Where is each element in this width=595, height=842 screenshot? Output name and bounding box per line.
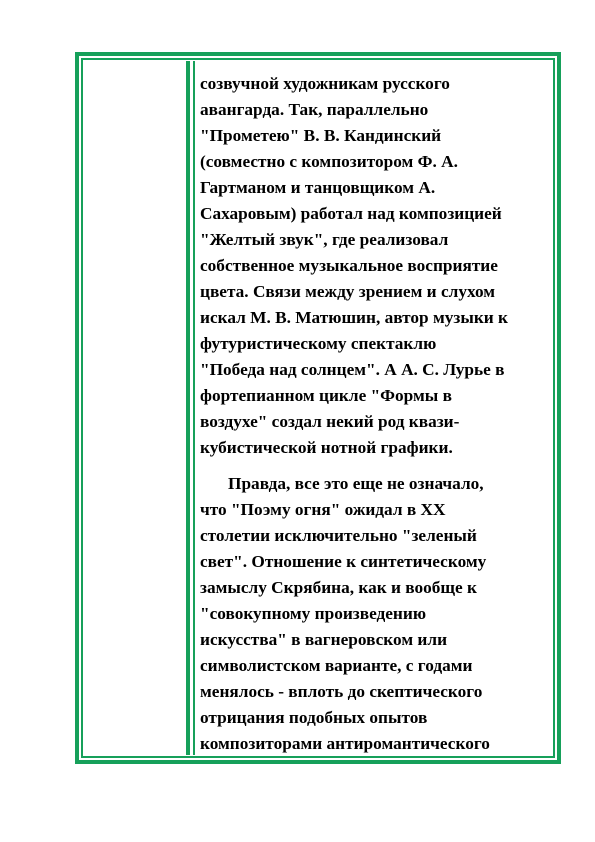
text-line: фортепианном цикле "Формы в (200, 386, 452, 405)
text-line: композиторами антиромантического (200, 734, 490, 753)
text-line: отрицания подобных опытов (200, 708, 428, 727)
text-line: созвучной художникам русского (200, 74, 450, 93)
text-line: символистском варианте, с годами (200, 656, 473, 675)
margin-column (84, 61, 190, 755)
text-line-indented: Правда, все это еще не означало, (228, 474, 484, 493)
text-column (200, 71, 556, 757)
text-line: (совместно с композитором Ф. А. (200, 152, 458, 171)
text-line: авангарда. Так, параллельно (200, 100, 429, 119)
text-line: искусства" в вагнеровском или (200, 630, 448, 649)
text-line: "Желтый звук", где реализовал (200, 230, 449, 249)
text-line: "Победа над солнцем". А А. С. Лурье в (200, 360, 505, 379)
text-line: свет". Отношение к синтетическому (200, 552, 487, 571)
text-line: цвета. Связи между зрением и слухом (200, 282, 496, 301)
text-line: менялось - вплоть до скептического (200, 682, 483, 701)
text-line: искал М. В. Матюшин, автор музыки к (200, 308, 509, 327)
text-line: замыслу Скрябина, как и вообще к (200, 578, 477, 597)
text-line: кубистической нотной графики. (200, 438, 453, 457)
text-line: что "Поэму огня" ожидал в XX (200, 500, 446, 519)
text-line: Гартманом и танцовщиком А. (200, 178, 436, 197)
text-line: воздухе" создал некий род квази- (200, 412, 460, 431)
text-line: "совокупному произведению (200, 604, 427, 623)
paragraph-2 (200, 471, 556, 757)
paragraph-1 (200, 71, 556, 461)
text-line: футуристическому спектаклю (200, 334, 437, 353)
text-line: столетии исключительно "зеленый (200, 526, 477, 545)
text-line: Сахаровым) работал над композицией (200, 204, 502, 223)
text-line: "Прометею" В. В. Кандинский (200, 126, 442, 145)
text-line: собственное музыкальное восприятие (200, 256, 498, 275)
paragraph-spacing (200, 461, 556, 471)
column-divider (193, 61, 195, 755)
